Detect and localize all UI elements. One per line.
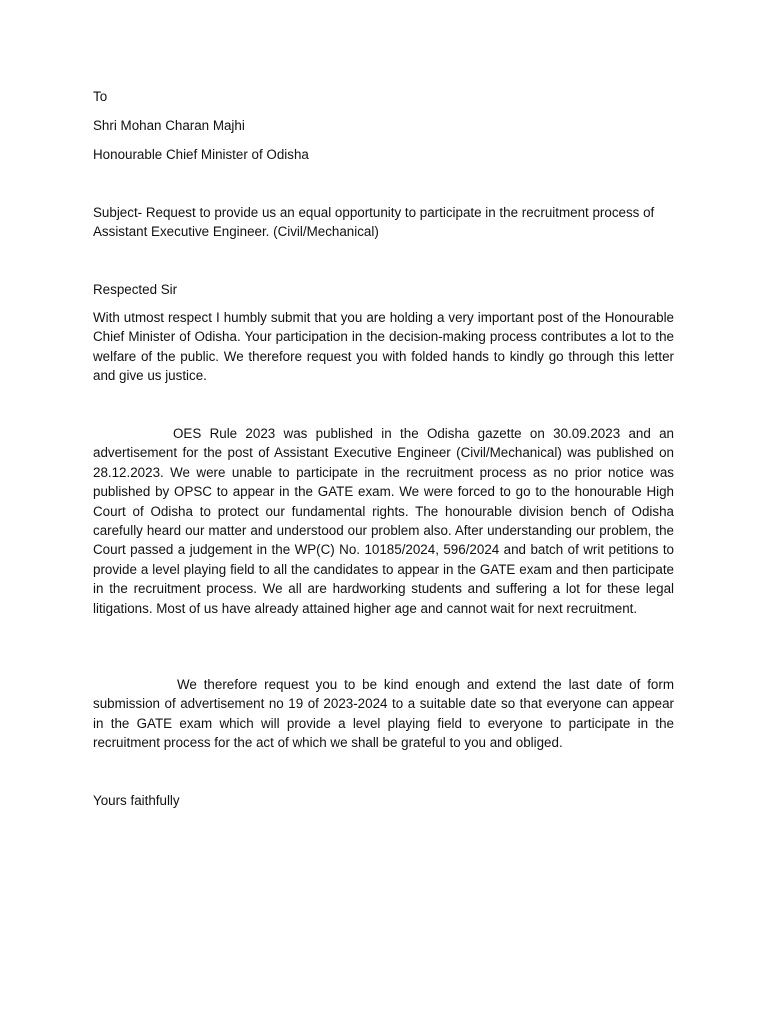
to-line: To: [93, 89, 108, 104]
closing: Yours faithfully: [93, 793, 180, 808]
recipient-name: Shri Mohan Charan Majhi: [93, 118, 245, 133]
subject-line: Subject- Request to provide us an equal opportunity to participate in the recruitment process of Assistant Executive Engineer. (Civil/Mechanical): [93, 205, 655, 240]
salutation: Respected Sir: [93, 282, 178, 297]
paragraph-3: We therefore request you to be kind enough and extend the last date of form submission of advertisement no 19 of 2023-2024 to a suitable date so that everyone can appear in the GATE exam which will provide a level playing field to everyone to participate in the recruitment process for the act of which we shall be grateful to you and obliged.: [93, 677, 674, 751]
recipient-title: Honourable Chief Minister of Odisha: [93, 147, 309, 162]
paragraph-2: OES Rule 2023 was published in the Odisha gazette on 30.09.2023 and an advertisement for the post of Assistant Executive Engineer (Civil/Mechanical) was published on 28.12.2023. We were unable to participate in the recruitment process as no prior notice was published by OPSC to appear in the GATE exam. We were forced to go to the honourable High Court of Odisha to protect our fundamental rights. The honourable division bench of Odisha carefully heard our matter and understood our problem also. After understanding our problem, the Court passed a judgement in the WP(C) No. 10185/2024, 596/2024 and batch of writ petitions to provide a level playing field to all the candidates to appear in the GATE exam and then participate in the recruitment process. We all are hardworking students and suffering a lot for these legal litigations. Most of us have already attained higher age and cannot wait for next recruitment.: [93, 426, 674, 616]
paragraph-1: With utmost respect I humbly submit that you are holding a very important post of the Honourable Chief Minister of Odisha. Your participation in the decision-making process contributes a lot to the welfare of the public. We therefore request you with folded hands to kindly go through this letter and give us justice.: [93, 310, 674, 384]
